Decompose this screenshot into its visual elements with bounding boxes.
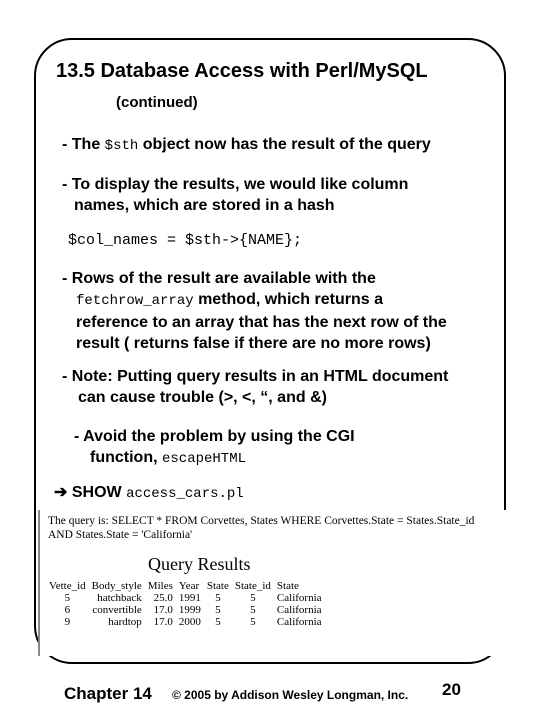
slide-subtitle: (continued) <box>116 94 198 111</box>
table-cell: 6 <box>64 604 71 616</box>
table-cell: California <box>276 616 322 628</box>
table-cell: 5 <box>215 592 221 604</box>
query-results-heading: Query Results <box>148 554 251 574</box>
bullet-text: function, <box>90 449 162 466</box>
show-line <box>54 482 244 505</box>
footer-chapter: Chapter 14 <box>64 684 152 703</box>
bullet-line: can cause trouble (>, <, “, and &) <box>78 389 327 406</box>
query-label: The query is: <box>48 515 109 527</box>
table-cell: 17.0 <box>153 616 173 628</box>
table-cell: 5 <box>215 604 221 616</box>
bullet-line <box>62 289 447 312</box>
column-header: State <box>276 580 299 592</box>
bullet-escape-html <box>74 426 355 470</box>
table-cell: 1999 <box>178 604 201 616</box>
bullet-column-names <box>62 174 408 216</box>
query-results-screenshot <box>38 510 514 656</box>
column-header: State_id <box>234 580 271 592</box>
column-header: State <box>206 580 229 592</box>
table-header-row <box>46 580 325 592</box>
table-row <box>46 604 325 616</box>
table-cell: hardtop <box>108 616 142 628</box>
table-cell: California <box>276 592 322 604</box>
column-header: Miles <box>147 580 173 592</box>
table-cell: California <box>276 604 322 616</box>
code-line: $col_names = $sth->{NAME}; <box>68 232 303 249</box>
column-header: Body_style <box>91 580 142 592</box>
table-cell: 5 <box>64 592 71 604</box>
table-cell: 5 <box>250 592 256 604</box>
bullet-line: - Note: Putting query results in an HTML document <box>62 368 449 385</box>
page-number: 20 <box>442 680 461 699</box>
table-cell: hatchback <box>97 592 142 604</box>
table-cell: 1991 <box>178 592 201 604</box>
bullet-line: reference to an array that has the next row of the <box>76 314 447 331</box>
table-cell: 25.0 <box>153 592 173 604</box>
footer-copyright: © 2005 by Addison Wesley Longman, Inc. <box>172 688 409 702</box>
bullet-text: - The <box>62 136 105 153</box>
show-label: SHOW <box>71 484 127 501</box>
bullet-text: method, which returns a <box>193 291 383 308</box>
bullet-line: - To display the results, we would like column <box>62 176 409 193</box>
inline-code: escapeHTML <box>161 451 246 467</box>
bullet-sth-result <box>62 134 431 157</box>
inline-code: fetchrow_array <box>76 293 194 309</box>
inline-code: $sth <box>104 138 139 154</box>
bullet-text: object now has the result of the query <box>138 136 431 153</box>
table-cell: 2000 <box>178 616 201 628</box>
arrow-right-icon: ➔ <box>54 484 68 501</box>
bullet-line: - Avoid the problem by using the CGI <box>74 428 355 445</box>
column-header: Vette_id <box>49 580 86 592</box>
column-header: Year <box>178 580 200 592</box>
bullet-note <box>62 366 448 408</box>
table-cell: 5 <box>215 616 221 628</box>
slide-title: 13.5 Database Access with Perl/MySQL <box>56 60 428 82</box>
table-cell: 5 <box>250 604 256 616</box>
bullet-line <box>74 447 355 470</box>
table-cell: convertible <box>92 604 142 616</box>
bullet-line: result ( returns false if there are no more rows) <box>76 335 431 352</box>
table-row <box>46 616 325 628</box>
bullet-line: - Rows of the result are available with the <box>62 270 376 287</box>
query-line1: SELECT * FROM Corvettes, States WHERE Corvettes.State = States.State_id <box>108 515 475 527</box>
query-text <box>48 514 518 542</box>
results-table <box>46 580 325 628</box>
table-cell: 5 <box>250 616 256 628</box>
bullet-line: names, which are stored in a hash <box>74 197 335 214</box>
bullet-fetchrow <box>62 268 447 354</box>
inline-code: access_cars.pl <box>126 486 244 502</box>
query-line2: AND States.State = 'California' <box>48 529 193 541</box>
table-cell: 17.0 <box>153 604 173 616</box>
table-cell: 9 <box>64 616 71 628</box>
table-row <box>46 592 325 604</box>
